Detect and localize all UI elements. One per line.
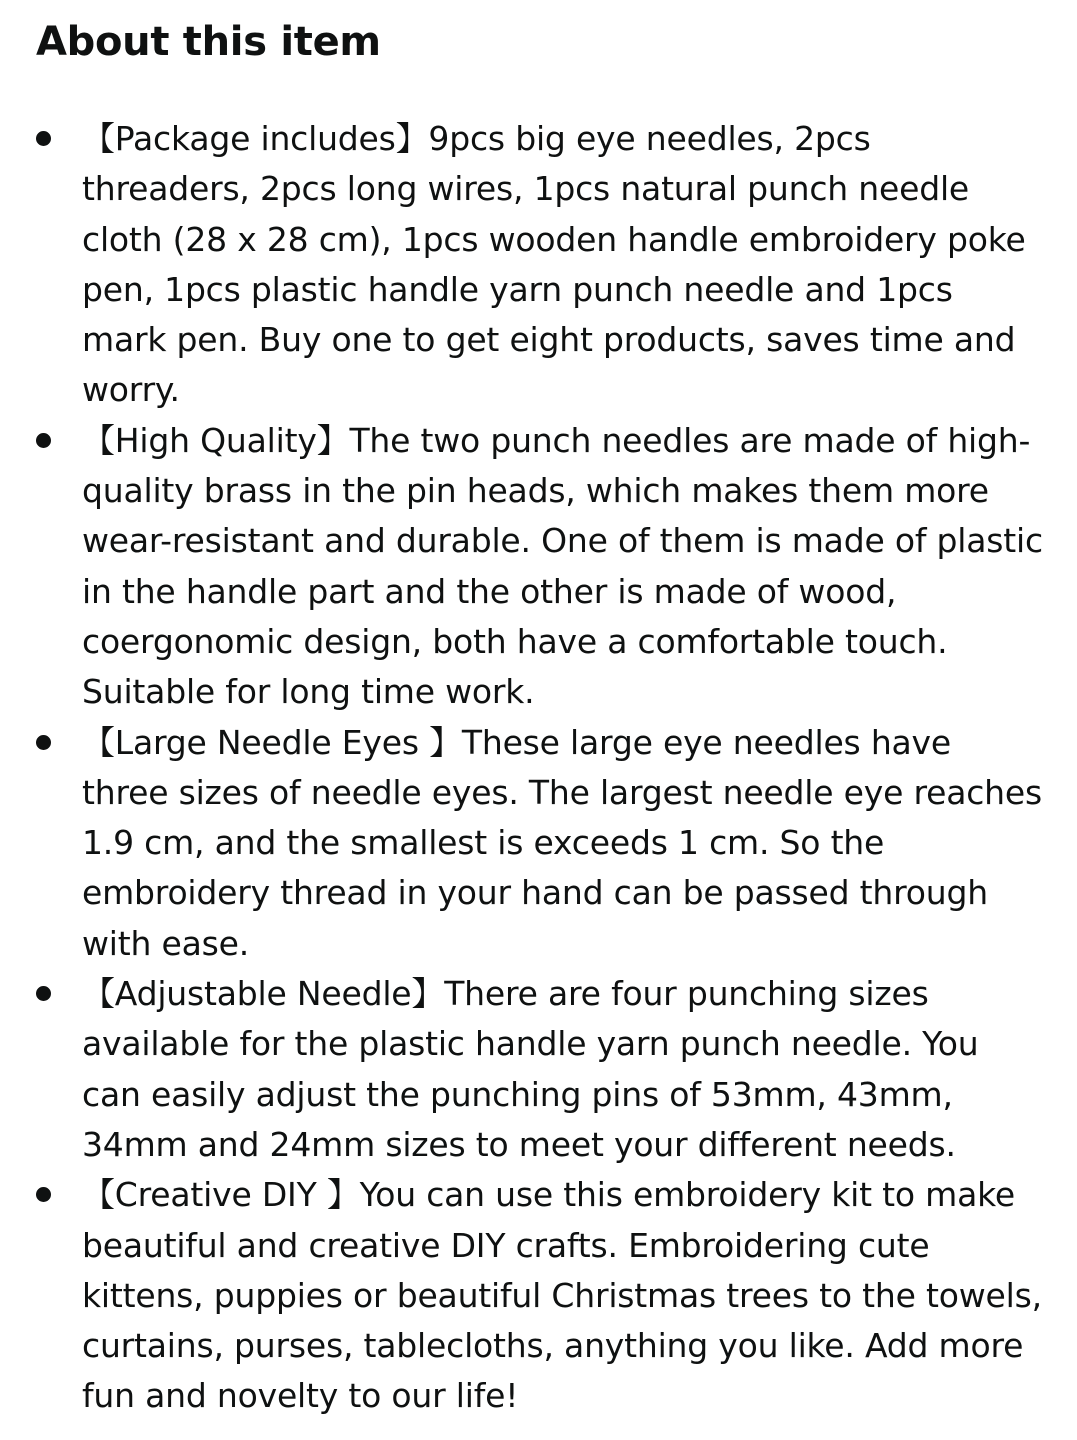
feature-bullet-large-needle-eyes [36,718,1047,969]
feature-bullet-text: 【Package includes】9pcs big eye needles, 2pcs threaders, 2pcs long wires, 1pcs natural punch needle cloth (28 x 28 cm), 1pcs wooden handle embroidery poke pen, 1pcs plastic handle yarn punch needle and 1pcs mark pen. Buy one to get eight products, saves time and worry. [82,119,1026,410]
bullet-dot-icon [36,735,51,750]
bullet-dot-icon [36,986,51,1001]
bullet-dot-icon [36,131,51,146]
feature-bullet-text: 【Adjustable Needle】There are four punching sizes available for the plastic handle yarn punch needle. You can easily adjust the punching pins of 53mm, 43mm, 34mm and 24mm sizes to meet your different needs. [82,974,979,1164]
feature-bullet-text: 【High Quality】The two punch needles are made of high-quality brass in the pin heads, which makes them more wear-resistant and durable. One of them is made of plastic in the handle part and the other is made of wood, coergonomic design, both have a comfortable touch. Suitable for long time work. [82,420,1043,712]
section-heading: About this item [36,19,381,65]
feature-bullet-list [36,114,1047,1422]
feature-bullet-text: 【Creative DIY 】You can use this embroidery kit to make beautiful and creative DIY crafts. Embroidering cute kittens, puppies or beautiful Christmas trees to the towels, curtains, purses, tablecloths, anything you like. Add more fun and novelty to our life! [82,1175,1042,1416]
feature-bullet-text: 【Large Needle Eyes 】These large eye needles have three sizes of needle eyes. The largest needle eye reaches 1.9 cm, and the smallest is exceeds 1 cm. So the embroidery thread in your hand can be passed through with ease. [82,722,1042,963]
feature-bullet-package-includes [36,114,1047,416]
bullet-dot-icon [36,433,51,448]
bullet-dot-icon [36,1187,51,1202]
feature-bullet-creative-diy [36,1170,1047,1421]
feature-bullet-high-quality [36,416,1047,718]
feature-bullet-adjustable-needle [36,969,1047,1170]
